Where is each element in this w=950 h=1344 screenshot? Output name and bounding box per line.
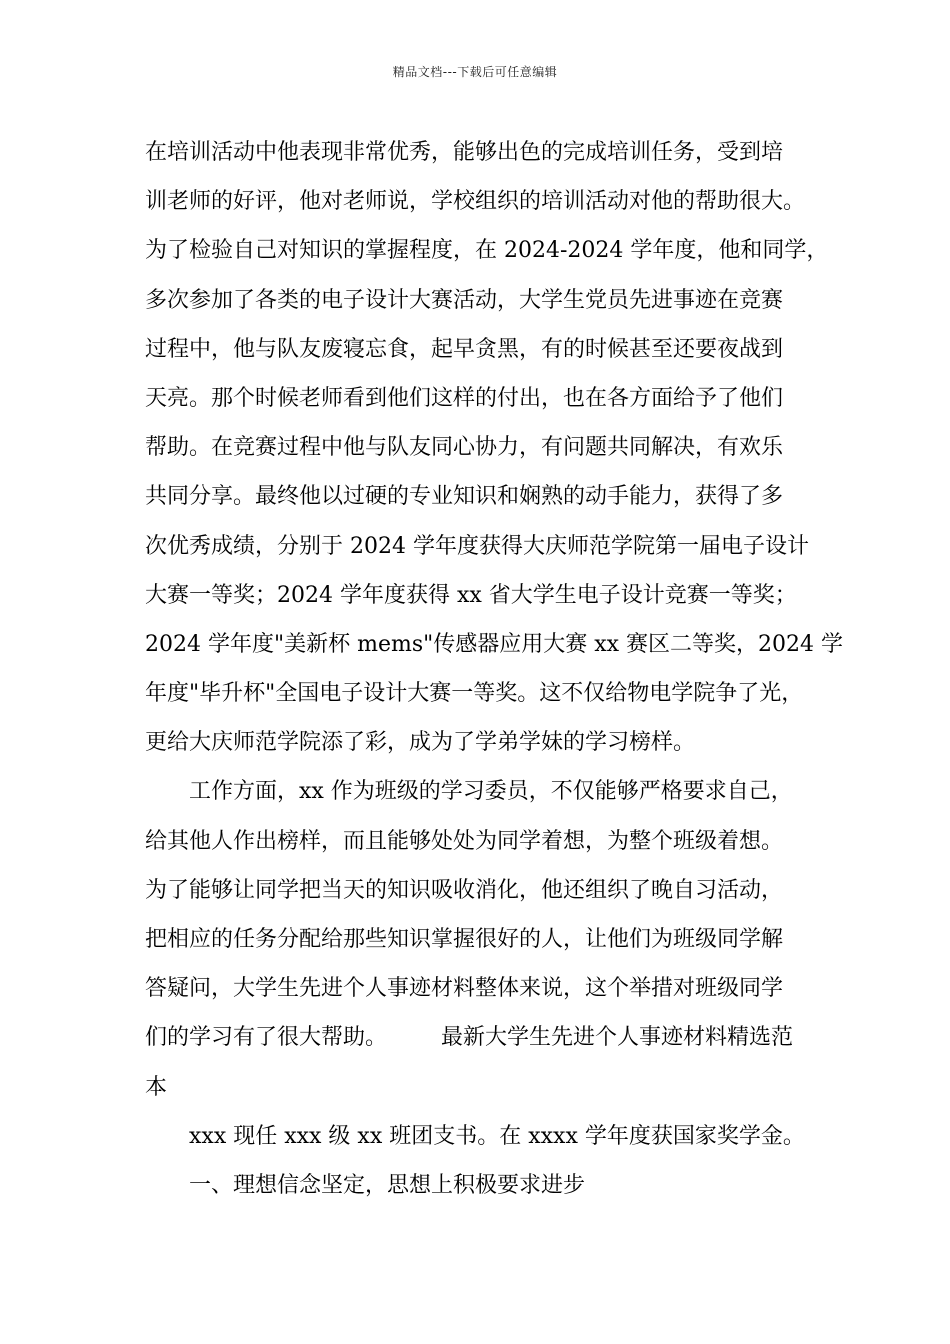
subheading: 一、理想信念坚定，思想上积极要求进步	[189, 1172, 586, 1198]
body-line: 训老师的好评，他对老师说，学校组织的培训活动对他的帮助很大。	[145, 189, 806, 215]
body-line-text: 们的学习有了很大帮助。	[145, 1025, 388, 1051]
body-line: 在培训活动中他表现非常优秀，能够出色的完成培训任务，受到培	[145, 140, 784, 165]
body-line-with-heading	[145, 1013, 810, 1062]
body-line: 答疑问，大学生先进个人事迹材料整体来说，这个举措对班级同学	[145, 976, 784, 1002]
body-line: 天亮。那个时候老师看到他们这样的付出，也在各方面给予了他们	[145, 385, 784, 411]
body-line: 更给大庆师范学院添了彩，成为了学弟学妹的学习榜样。	[145, 730, 696, 756]
body-line: 多次参加了各类的电子设计大赛活动，大学生党员先进事迹在竞赛	[145, 287, 784, 313]
body-line: 过程中，他与队友废寝忘食，起早贪黑，有的时候甚至还要夜战到	[145, 336, 784, 362]
body-line: 大赛一等奖；2024 学年度获得 xx 省大学生电子设计竞赛一等奖；	[145, 582, 797, 608]
body-line: 次优秀成绩，分别于 2024 学年度获得大庆师范学院第一届电子设计	[145, 533, 809, 559]
body-line: 给其他人作出榜样，而且能够处处为同学着想，为整个班级着想。	[145, 828, 784, 854]
body-line: 把相应的任务分配给那些知识掌握很好的人，让他们为班级同学解	[145, 927, 784, 952]
body-line: 共同分享。最终他以过硬的专业知识和娴熟的动手能力，获得了多	[145, 484, 784, 510]
section-title-continued: 本	[145, 1074, 168, 1100]
page-header: 精品文档---下载后可任意编辑	[392, 65, 558, 79]
body-line: 为了检验自己对知识的掌握程度，在 2024-2024 学年度，他和同学，	[145, 238, 829, 264]
body-line: 为了能够让同学把当天的知识吸收消化，他还组织了晚自习活动，	[145, 877, 784, 903]
section-title: 最新大学生先进个人事迹材料精选范	[441, 1025, 794, 1051]
body-line: 2024 学年度"美新杯 mems"传感器应用大赛 xx 赛区二等奖，2024 学	[145, 631, 844, 657]
body-line: 工作方面，xx 作为班级的学习委员，不仅能够严格要求自己，	[189, 779, 793, 805]
body-line: 年度"毕升杯"全国电子设计大赛一等奖。这不仅给物电学院争了光，	[145, 681, 804, 707]
body-line: xxx 现任 xxx 级 xx 班团支书。在 xxxx 学年度获国家奖学金。	[189, 1123, 805, 1149]
document-body	[145, 128, 844, 1210]
body-line: 帮助。在竞赛过程中他与队友同心协力，有问题共同解决，有欢乐	[145, 435, 784, 461]
